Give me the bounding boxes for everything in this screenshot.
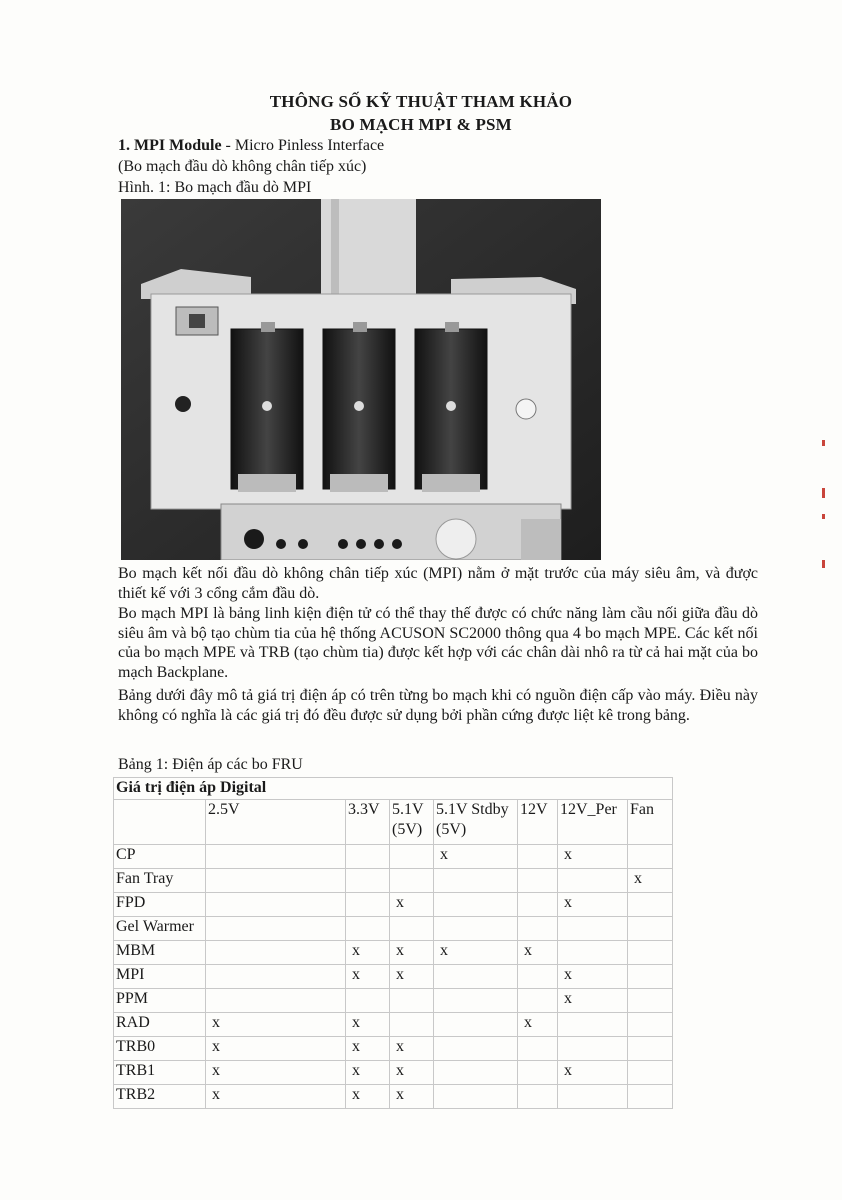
voltage-cell: x bbox=[346, 965, 390, 989]
section-number: 1. MPI Module bbox=[118, 137, 222, 154]
voltage-cell bbox=[628, 917, 673, 941]
voltage-cell bbox=[434, 1085, 518, 1109]
voltage-cell: x bbox=[558, 845, 628, 869]
table-row bbox=[114, 941, 673, 965]
voltage-cell bbox=[628, 941, 673, 965]
voltage-cell bbox=[558, 1037, 628, 1061]
voltage-cell: x bbox=[346, 941, 390, 965]
voltage-cell: x bbox=[206, 1013, 346, 1037]
table-row bbox=[114, 893, 673, 917]
voltage-cell bbox=[518, 869, 558, 893]
voltage-cell bbox=[628, 845, 673, 869]
table-caption: Bảng 1: Điện áp các bo FRU bbox=[118, 756, 303, 773]
voltage-cell bbox=[206, 989, 346, 1013]
voltage-cell: x bbox=[434, 941, 518, 965]
row-label: MBM bbox=[114, 941, 206, 965]
voltage-cell: x bbox=[346, 1013, 390, 1037]
table-row bbox=[114, 1085, 673, 1109]
mpi-board-illustration bbox=[121, 199, 601, 560]
voltage-cell: x bbox=[390, 1037, 434, 1061]
voltage-table bbox=[113, 777, 673, 1109]
table-row bbox=[114, 965, 673, 989]
margin-mark bbox=[822, 440, 825, 446]
table-row bbox=[114, 1061, 673, 1085]
table-group-header: Giá trị điện áp Digital bbox=[114, 778, 673, 800]
voltage-cell: x bbox=[558, 965, 628, 989]
column-header bbox=[114, 800, 206, 845]
doc-title-line-1: THÔNG SỐ KỸ THUẬT THAM KHẢO bbox=[269, 92, 573, 111]
row-label: Fan Tray bbox=[114, 869, 206, 893]
column-header: 12V_Per bbox=[558, 800, 628, 845]
voltage-cell: x bbox=[518, 1013, 558, 1037]
column-header: Fan bbox=[628, 800, 673, 845]
voltage-cell bbox=[434, 869, 518, 893]
voltage-cell bbox=[628, 965, 673, 989]
column-header: 5.1V Stdby (5V) bbox=[434, 800, 518, 845]
row-label: PPM bbox=[114, 989, 206, 1013]
voltage-cell bbox=[518, 1061, 558, 1085]
voltage-cell bbox=[518, 917, 558, 941]
row-label: RAD bbox=[114, 1013, 206, 1037]
voltage-cell bbox=[346, 893, 390, 917]
voltage-cell bbox=[518, 989, 558, 1013]
voltage-cell bbox=[346, 989, 390, 1013]
voltage-cell bbox=[628, 1085, 673, 1109]
margin-mark bbox=[822, 514, 825, 519]
voltage-cell bbox=[628, 893, 673, 917]
table-column-header-row bbox=[114, 800, 673, 845]
paragraph-mpi-location: Bo mạch kết nối đầu dò không chân tiếp xúc (MPI) nằm ở mặt trước của máy siêu âm, và được thiết kế với 3 cổng cắm đầu dò. bbox=[118, 565, 758, 602]
voltage-cell bbox=[434, 989, 518, 1013]
section-subtitle: (Bo mạch đầu dò không chân tiếp xúc) bbox=[118, 158, 367, 175]
voltage-cell bbox=[206, 917, 346, 941]
voltage-cell bbox=[518, 1037, 558, 1061]
voltage-cell: x bbox=[390, 1061, 434, 1085]
doc-title-line-2: BO MẠCH MPI & PSM bbox=[330, 115, 512, 134]
row-label: FPD bbox=[114, 893, 206, 917]
voltage-cell bbox=[206, 941, 346, 965]
voltage-cell bbox=[518, 1085, 558, 1109]
table-row bbox=[114, 917, 673, 941]
voltage-cell bbox=[628, 1013, 673, 1037]
section-heading bbox=[118, 136, 384, 156]
voltage-cell: x bbox=[206, 1061, 346, 1085]
voltage-cell: x bbox=[346, 1085, 390, 1109]
row-label: Gel Warmer bbox=[114, 917, 206, 941]
column-header: 5.1V (5V) bbox=[390, 800, 434, 845]
voltage-cell bbox=[390, 1013, 434, 1037]
voltage-cell bbox=[390, 917, 434, 941]
voltage-cell bbox=[206, 845, 346, 869]
voltage-cell: x bbox=[628, 869, 673, 893]
voltage-cell: x bbox=[390, 1085, 434, 1109]
section-name: - Micro Pinless Interface bbox=[221, 137, 385, 154]
voltage-cell bbox=[518, 845, 558, 869]
row-label: MPI bbox=[114, 965, 206, 989]
voltage-cell bbox=[206, 869, 346, 893]
row-label: TRB0 bbox=[114, 1037, 206, 1061]
voltage-cell: x bbox=[390, 893, 434, 917]
voltage-cell: x bbox=[206, 1085, 346, 1109]
row-label: TRB1 bbox=[114, 1061, 206, 1085]
column-header: 12V bbox=[518, 800, 558, 845]
voltage-cell bbox=[558, 941, 628, 965]
voltage-cell bbox=[390, 869, 434, 893]
mpi-board-photo bbox=[121, 199, 601, 560]
voltage-cell bbox=[346, 869, 390, 893]
margin-mark bbox=[822, 488, 825, 498]
voltage-cell bbox=[206, 893, 346, 917]
voltage-cell bbox=[390, 989, 434, 1013]
voltage-cell bbox=[628, 1061, 673, 1085]
voltage-cell bbox=[628, 1037, 673, 1061]
voltage-cell bbox=[346, 917, 390, 941]
voltage-cell bbox=[434, 1061, 518, 1085]
voltage-cell: x bbox=[390, 965, 434, 989]
column-header: 3.3V bbox=[346, 800, 390, 845]
voltage-cell: x bbox=[390, 941, 434, 965]
voltage-cell: x bbox=[346, 1061, 390, 1085]
voltage-cell: x bbox=[518, 941, 558, 965]
table-row bbox=[114, 989, 673, 1013]
voltage-cell bbox=[434, 965, 518, 989]
table-row bbox=[114, 1013, 673, 1037]
voltage-cell bbox=[628, 989, 673, 1013]
voltage-cell bbox=[558, 869, 628, 893]
margin-mark bbox=[822, 560, 825, 568]
figure-caption: Hình. 1: Bo mạch đầu dò MPI bbox=[118, 179, 312, 196]
column-header: 2.5V bbox=[206, 800, 346, 845]
voltage-cell bbox=[434, 1037, 518, 1061]
voltage-cell bbox=[434, 1013, 518, 1037]
row-label: TRB2 bbox=[114, 1085, 206, 1109]
voltage-cell: x bbox=[434, 845, 518, 869]
table-row bbox=[114, 845, 673, 869]
table-row bbox=[114, 869, 673, 893]
voltage-cell bbox=[558, 917, 628, 941]
voltage-cell bbox=[558, 1013, 628, 1037]
voltage-cell bbox=[390, 845, 434, 869]
voltage-cell bbox=[434, 893, 518, 917]
voltage-cell bbox=[558, 1085, 628, 1109]
voltage-cell bbox=[346, 845, 390, 869]
voltage-cell: x bbox=[206, 1037, 346, 1061]
table-row bbox=[114, 1037, 673, 1061]
voltage-cell bbox=[434, 917, 518, 941]
voltage-cell: x bbox=[346, 1037, 390, 1061]
row-label: CP bbox=[114, 845, 206, 869]
voltage-cell bbox=[206, 965, 346, 989]
paragraph-mpi-function: Bo mạch MPI là bảng linh kiện điện tử có thể thay thế được có chức năng làm cầu nối giữa đầu dò siêu âm và bộ tạo chùm tia của hệ thống ACUSON SC2000 thông qua 4 bo mạch MPE. Các kết nối của bo mạch MPE và TRB (tạo chùm tia) được kết hợp với các chân dài nhô ra từ cả hai mặt của bo mạch Backplane. bbox=[118, 605, 758, 681]
voltage-cell bbox=[518, 893, 558, 917]
paragraph-voltage-note: Bảng dưới đây mô tả giá trị điện áp có trên từng bo mạch khi có nguồn điện cấp vào máy. Điều này không có nghĩa là các giá trị đó đều được sử dụng bởi phần cứng được liệt kê trong bảng. bbox=[118, 687, 758, 724]
voltage-cell: x bbox=[558, 989, 628, 1013]
voltage-cell: x bbox=[558, 893, 628, 917]
voltage-cell: x bbox=[558, 1061, 628, 1085]
voltage-cell bbox=[518, 965, 558, 989]
